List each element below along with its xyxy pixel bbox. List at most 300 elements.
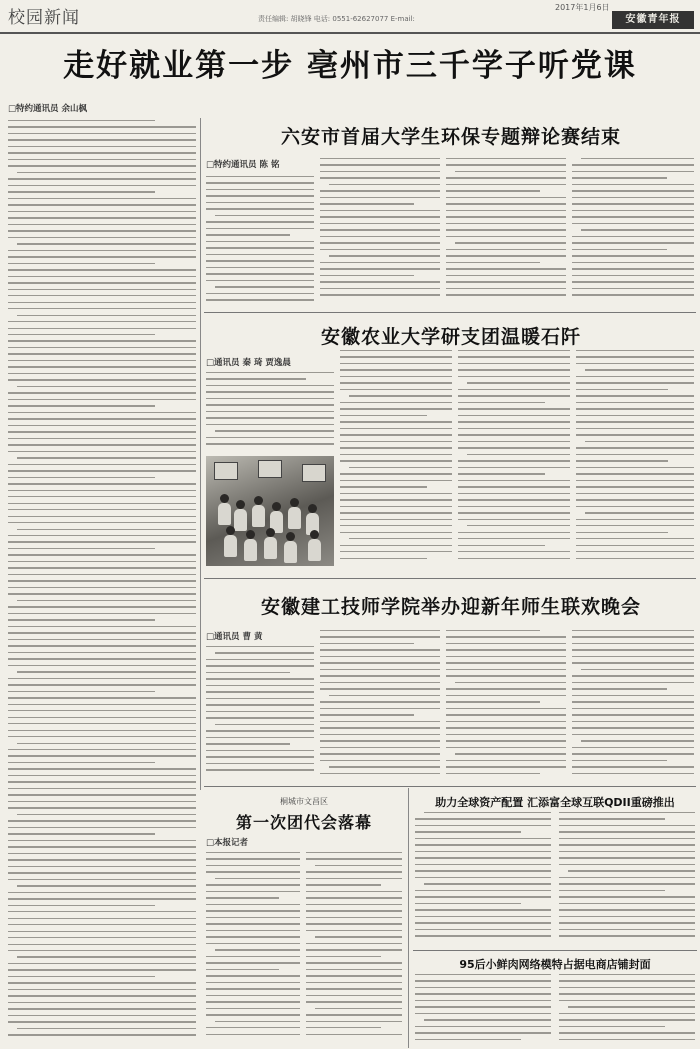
- text-line: [576, 545, 694, 546]
- text-line: [8, 840, 196, 841]
- text-line: [206, 1034, 300, 1035]
- text-line: [320, 236, 440, 237]
- text-line: [572, 190, 694, 191]
- text-line: [446, 714, 566, 715]
- text-line: [446, 721, 566, 722]
- text-line: [446, 636, 566, 637]
- text-line: [559, 1013, 695, 1014]
- divider: [204, 578, 696, 579]
- text-line: [8, 768, 196, 769]
- text-line: [458, 434, 570, 435]
- text-line: [306, 988, 402, 989]
- text-line: [8, 691, 155, 692]
- text-line: [572, 734, 694, 735]
- text-line: [458, 376, 570, 377]
- text-line: [340, 376, 452, 377]
- text-line: [340, 506, 452, 507]
- text-line: [306, 982, 402, 983]
- text-line: [415, 929, 551, 930]
- text-line: [8, 872, 196, 873]
- text-line: [559, 838, 695, 839]
- text-line: [446, 734, 566, 735]
- text-line: [340, 519, 452, 520]
- text-line: [206, 685, 314, 686]
- text-line: [8, 464, 196, 465]
- text-line: [320, 688, 440, 689]
- text-line: [458, 519, 570, 520]
- text-line: [8, 282, 196, 283]
- text-line: [559, 883, 695, 884]
- text-line: [415, 974, 551, 975]
- text-line: [458, 512, 570, 513]
- text-line: [572, 682, 694, 683]
- text-line: [8, 1034, 196, 1035]
- text-line: [8, 146, 196, 147]
- text-line: [572, 760, 667, 761]
- text-line: [8, 340, 196, 341]
- text-line: [559, 980, 695, 981]
- text-line: [559, 903, 695, 904]
- text-line: [215, 286, 314, 287]
- text-line: [559, 1039, 695, 1040]
- text-line: [320, 164, 440, 165]
- text-line: [340, 421, 452, 422]
- text-line: [458, 486, 570, 487]
- text-line: [320, 649, 440, 650]
- text-line: [306, 910, 402, 911]
- text-line: [8, 159, 196, 160]
- text-line: [17, 814, 196, 815]
- text-line: [446, 216, 566, 217]
- text-line: [340, 408, 452, 409]
- students-group-photo: [206, 456, 334, 566]
- article-title-qdii: 助力全球资产配置 汇添富全球互联QDII重磅推出: [435, 796, 675, 809]
- text-line: [306, 871, 402, 872]
- text-line: [8, 898, 196, 899]
- text-line: [306, 930, 402, 931]
- text-line: [8, 580, 196, 581]
- text-line: [340, 545, 452, 546]
- text-line: [17, 1028, 196, 1029]
- text-line: [572, 708, 694, 709]
- text-line: [568, 870, 695, 871]
- text-line: [206, 995, 300, 996]
- text-line: [8, 165, 196, 166]
- text-line: [458, 493, 570, 494]
- text-line: [320, 197, 440, 198]
- text-line: [320, 727, 440, 728]
- text-line: [446, 708, 566, 709]
- text-line: [446, 747, 566, 748]
- text-line: [576, 480, 694, 481]
- finance-box: [408, 788, 699, 1048]
- text-line: [349, 538, 452, 539]
- text-line: [8, 399, 196, 400]
- text-line: [581, 158, 694, 159]
- text-line: [8, 710, 196, 711]
- text-line: [572, 636, 694, 637]
- text-line: [206, 221, 314, 222]
- text-line: [8, 1021, 196, 1022]
- text-line: [572, 288, 694, 289]
- text-line: [572, 773, 694, 774]
- text-line: [446, 669, 566, 670]
- text-line: [320, 701, 440, 702]
- text-line: [306, 917, 402, 918]
- text-line: [206, 228, 314, 229]
- text-line: [206, 260, 314, 261]
- text-line: [17, 243, 196, 244]
- text-line: [446, 773, 540, 774]
- text-line: [8, 1008, 196, 1009]
- text-line: [446, 630, 540, 631]
- text-line: [458, 467, 570, 468]
- text-line: [446, 275, 566, 276]
- text-line: [585, 512, 694, 513]
- text-line: [8, 120, 155, 121]
- text-line: [306, 904, 402, 905]
- text-line: [446, 190, 540, 191]
- text-line: [206, 176, 314, 177]
- text-line: [446, 766, 566, 767]
- text-line: [572, 675, 694, 676]
- text-line: [576, 428, 694, 429]
- text-line: [8, 879, 196, 880]
- text-line: [8, 321, 196, 322]
- text-line: [306, 923, 402, 924]
- text-line: [8, 1015, 196, 1016]
- article-text: [320, 158, 440, 306]
- text-line: [8, 425, 196, 426]
- text-line: [572, 203, 694, 204]
- article-text: [458, 350, 570, 568]
- text-line: [415, 896, 551, 897]
- text-line: [8, 762, 155, 763]
- text-line: [8, 178, 196, 179]
- text-line: [415, 935, 551, 936]
- text-line: [446, 656, 566, 657]
- text-line: [206, 852, 300, 853]
- article-text: [415, 812, 551, 944]
- text-line: [415, 825, 551, 826]
- text-line: [8, 820, 196, 821]
- text-line: [8, 613, 196, 614]
- text-line: [320, 275, 414, 276]
- text-line: [340, 473, 452, 474]
- text-line: [559, 1026, 665, 1027]
- text-line: [559, 825, 695, 826]
- text-line: [8, 334, 155, 335]
- text-line: [320, 675, 440, 676]
- text-line: [340, 558, 427, 559]
- text-line: [576, 395, 694, 396]
- main-article-body: [8, 120, 196, 1046]
- text-line: [572, 281, 694, 282]
- text-line: [458, 421, 570, 422]
- text-line: [8, 749, 196, 750]
- text-line: [320, 294, 440, 295]
- text-line: [8, 347, 196, 348]
- text-line: [446, 236, 566, 237]
- text-line: [8, 697, 196, 698]
- text-line: [340, 532, 452, 533]
- text-line: [206, 858, 300, 859]
- text-line: [415, 844, 551, 845]
- text-line: [206, 704, 314, 705]
- text-line: [206, 293, 314, 294]
- column-divider: [200, 118, 201, 790]
- text-line: [8, 490, 196, 491]
- text-line: [340, 389, 452, 390]
- text-line: [8, 308, 196, 309]
- text-line: [340, 350, 452, 351]
- text-line: [206, 691, 314, 692]
- text-line: [8, 250, 196, 251]
- text-line: [206, 737, 314, 738]
- text-line: [206, 437, 334, 438]
- text-line: [8, 963, 196, 964]
- text-line: [559, 1019, 695, 1020]
- text-line: [458, 538, 570, 539]
- text-line: [576, 506, 694, 507]
- text-line: [8, 328, 196, 329]
- text-line: [340, 369, 452, 370]
- text-line: [320, 714, 414, 715]
- text-line: [17, 457, 196, 458]
- text-line: [8, 366, 196, 367]
- text-line: [8, 833, 155, 834]
- text-line: [576, 454, 694, 455]
- text-line: [340, 363, 452, 364]
- article-text: [306, 852, 402, 1046]
- text-line: [340, 493, 452, 494]
- text-line: [206, 743, 290, 744]
- text-line: [572, 164, 694, 165]
- text-line: [424, 883, 551, 884]
- article-text: [446, 630, 566, 780]
- text-line: [206, 982, 300, 983]
- text-line: [206, 1027, 300, 1028]
- text-line: [8, 126, 196, 127]
- article-text: [206, 646, 314, 780]
- text-line: [206, 910, 300, 911]
- text-line: [576, 532, 668, 533]
- text-line: [458, 350, 570, 351]
- text-line: [206, 665, 314, 666]
- article-text: [340, 350, 452, 568]
- text-line: [306, 884, 381, 885]
- text-line: [340, 499, 452, 500]
- text-line: [306, 891, 402, 892]
- text-line: [320, 203, 414, 204]
- text-line: [329, 184, 440, 185]
- text-line: [315, 1008, 402, 1009]
- text-line: [306, 943, 402, 944]
- article-text: [206, 372, 334, 452]
- text-line: [8, 412, 196, 413]
- text-line: [446, 249, 566, 250]
- text-line: [581, 740, 694, 741]
- text-line: [415, 1032, 551, 1033]
- text-line: [206, 936, 300, 937]
- text-line: [8, 587, 196, 588]
- text-line: [458, 447, 570, 448]
- text-line: [8, 405, 155, 406]
- text-line: [306, 956, 381, 957]
- text-line: [559, 935, 695, 936]
- text-line: [17, 386, 196, 387]
- text-line: [320, 747, 440, 748]
- issue-date: 2017年1月6日: [555, 3, 610, 12]
- text-line: [559, 812, 695, 813]
- text-line: [206, 975, 300, 976]
- text-line: [215, 430, 334, 431]
- text-line: [206, 208, 314, 209]
- text-line: [320, 721, 440, 722]
- text-line: [340, 512, 452, 513]
- text-line: [8, 736, 196, 737]
- text-line: [576, 538, 694, 539]
- article-byline: □通讯员 秦 琦 贾逸晨: [206, 358, 291, 368]
- main-headline: 走好就业第一步 亳州市三千学子听党课: [63, 48, 637, 84]
- text-line: [8, 561, 196, 562]
- text-line: [8, 237, 196, 238]
- text-line: [206, 969, 279, 970]
- text-line: [17, 600, 196, 601]
- text-line: [8, 431, 196, 432]
- text-line: [315, 865, 402, 866]
- article-text: [576, 350, 694, 568]
- text-line: [215, 215, 314, 216]
- text-line: [8, 645, 196, 646]
- text-line: [320, 288, 440, 289]
- text-line: [8, 704, 196, 705]
- text-line: [458, 545, 545, 546]
- text-line: [576, 558, 694, 559]
- text-line: [320, 190, 440, 191]
- text-line: [206, 756, 314, 757]
- text-line: [415, 864, 551, 865]
- text-line: [576, 408, 694, 409]
- text-line: [329, 695, 440, 696]
- text-line: [8, 574, 196, 575]
- text-line: [446, 177, 566, 178]
- text-line: [8, 723, 196, 724]
- text-line: [340, 460, 452, 461]
- text-line: [206, 750, 314, 751]
- text-line: [446, 643, 566, 644]
- text-line: [424, 812, 551, 813]
- text-line: [206, 717, 314, 718]
- text-line: [8, 606, 196, 607]
- text-line: [8, 418, 196, 419]
- text-line: [576, 493, 694, 494]
- text-line: [206, 372, 334, 373]
- text-line: [8, 658, 196, 659]
- text-line: [340, 402, 452, 403]
- text-line: [572, 688, 667, 689]
- article-text: [572, 630, 694, 780]
- article-text: [559, 974, 695, 1046]
- text-line: [576, 447, 694, 448]
- text-line: [467, 525, 570, 526]
- text-line: [576, 486, 694, 487]
- text-line: [415, 870, 551, 871]
- text-line: [455, 171, 566, 172]
- text-line: [8, 918, 196, 919]
- text-line: [215, 1021, 300, 1022]
- text-line: [8, 554, 196, 555]
- text-line: [576, 467, 694, 468]
- text-line: [576, 415, 694, 416]
- text-line: [206, 398, 334, 399]
- article-text: [206, 176, 314, 306]
- text-line: [329, 766, 440, 767]
- text-line: [8, 989, 196, 990]
- text-line: [340, 480, 452, 481]
- text-line: [206, 988, 300, 989]
- text-line: [206, 865, 300, 866]
- text-line: [320, 636, 440, 637]
- article-byline: □本报记者: [206, 838, 249, 848]
- text-line: [458, 551, 570, 552]
- text-line: [8, 360, 196, 361]
- text-line: [8, 801, 196, 802]
- text-line: [559, 974, 695, 975]
- article-text: [415, 974, 551, 1046]
- text-line: [8, 295, 196, 296]
- text-line: [17, 956, 196, 957]
- text-line: [306, 858, 402, 859]
- text-line: [8, 353, 196, 354]
- text-line: [446, 203, 566, 204]
- text-line: [8, 950, 196, 951]
- text-line: [458, 408, 570, 409]
- text-line: [320, 223, 440, 224]
- text-line: [8, 139, 196, 140]
- text-line: [8, 185, 196, 186]
- text-line: [415, 993, 551, 994]
- text-line: [206, 659, 314, 660]
- text-line: [415, 838, 551, 839]
- text-line: [446, 223, 566, 224]
- text-line: [581, 669, 694, 670]
- text-line: [572, 766, 694, 767]
- text-line: [340, 434, 452, 435]
- text-line: [206, 678, 314, 679]
- text-line: [8, 853, 196, 854]
- text-line: [8, 535, 196, 536]
- text-line: [559, 987, 695, 988]
- text-line: [8, 969, 196, 970]
- text-line: [572, 695, 694, 696]
- text-line: [206, 234, 290, 235]
- text-line: [8, 632, 196, 633]
- text-line: [8, 911, 196, 912]
- text-line: [206, 189, 314, 190]
- text-line: [446, 288, 566, 289]
- text-line: [8, 483, 196, 484]
- text-line: [415, 818, 551, 819]
- text-line: [306, 852, 402, 853]
- text-line: [8, 503, 196, 504]
- text-line: [572, 171, 694, 172]
- text-line: [8, 224, 196, 225]
- masthead: [0, 0, 700, 34]
- text-line: [576, 460, 668, 461]
- text-line: [8, 230, 196, 231]
- text-line: [306, 1034, 402, 1035]
